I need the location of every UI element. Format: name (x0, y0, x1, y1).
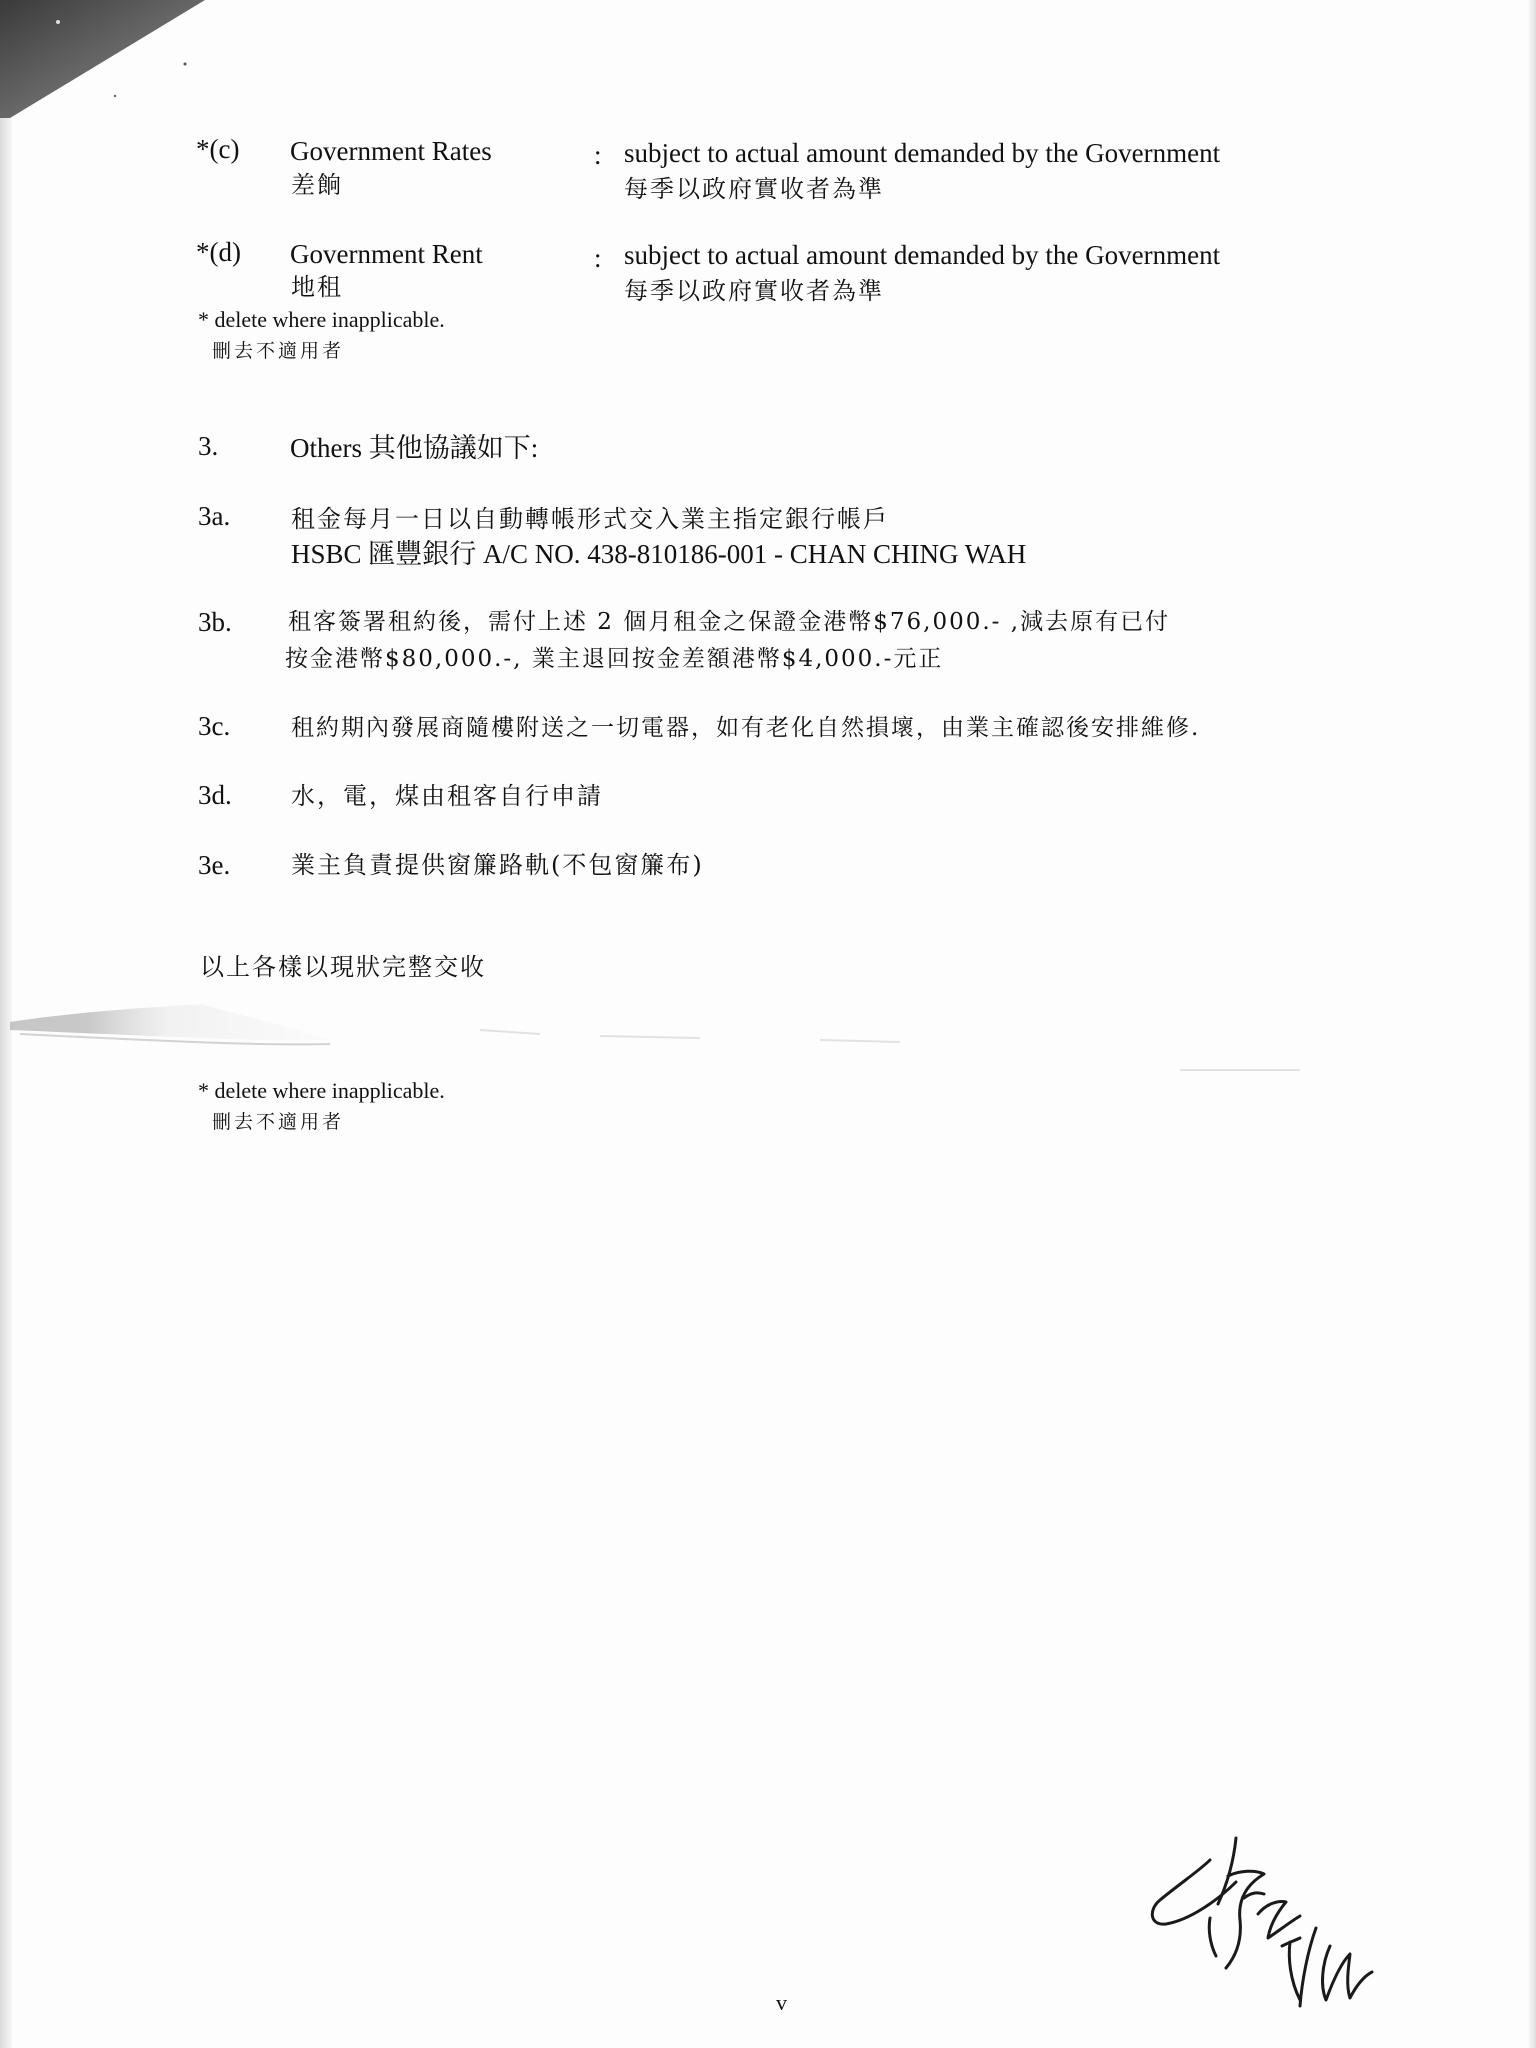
footnote-en: * delete where inapplicable. (198, 307, 445, 332)
handwritten-signature (1140, 1830, 1420, 2030)
clause-3c-line1: 租約期內發展商隨樓附送之一切電器，如有老化自然損壞，由業主確認後安排維修. (291, 715, 1201, 741)
clause-3d-line1: 水，電，煤由租客自行申請 (291, 782, 603, 810)
rates-colon: : (594, 140, 602, 170)
footnote-en: * delete where inapplicable. (198, 1078, 445, 1103)
clause-3e-line1: 業主負責提供窗簾路軌(不包窗簾布) (291, 851, 704, 879)
clause-3d-number: 3d. (198, 780, 232, 810)
clause-3c-number: 3c. (198, 711, 231, 741)
scan-left-edge (0, 0, 12, 2048)
footnote-zh: 刪去不適用者 (212, 340, 345, 362)
rates-marker: *(c) (196, 134, 240, 164)
clause-3a-number: 3a. (198, 501, 231, 531)
section-3-number: 3. (198, 431, 219, 461)
handover-statement: 以上各樣以現狀完整交收 (200, 953, 486, 981)
clause-3b-line1: 租客簽署租約後，需付上述 2 個月租金之保證金港幣$76,000.- ,減去原有已付 (288, 609, 1171, 635)
rates-label-en: Government Rates (290, 136, 492, 166)
rent-value-zh: 每季以政府實收者為準 (624, 277, 884, 305)
rent-label-en: Government Rent (290, 239, 483, 269)
clause-3b-number: 3b. (198, 607, 232, 637)
clause-3b-line2: 按金港幣$80,000.-, 業主退回按金差額港幣$4,000.-元正 (285, 646, 944, 672)
scan-right-edge (1528, 0, 1536, 2048)
rent-value-en: subject to actual amount demanded by the Government (624, 240, 1221, 270)
clause-3a-line2: HSBC 匯豐銀行 A/C NO. 438-810186-001 - CHAN CHING WAH (291, 539, 1027, 569)
footnote-zh: 刪去不適用者 (212, 1111, 345, 1133)
scan-noise-streak (0, 990, 1320, 1090)
clause-3e-number: 3e. (198, 850, 231, 880)
rent-label-zh: 地租 (291, 273, 343, 301)
page-number: v (776, 1990, 787, 2015)
rates-value-en: subject to actual amount demanded by the Government (624, 138, 1221, 168)
rent-marker: *(d) (196, 237, 241, 267)
rates-label-zh: 差餉 (291, 171, 343, 199)
section-3-title: Others 其他協議如下: (290, 433, 539, 463)
rates-value-zh: 每季以政府實收者為準 (624, 175, 884, 203)
rent-colon: : (594, 243, 602, 273)
clause-3a-line1: 租金每月一日以自動轉帳形式交入業主指定銀行帳戶 (291, 505, 889, 533)
